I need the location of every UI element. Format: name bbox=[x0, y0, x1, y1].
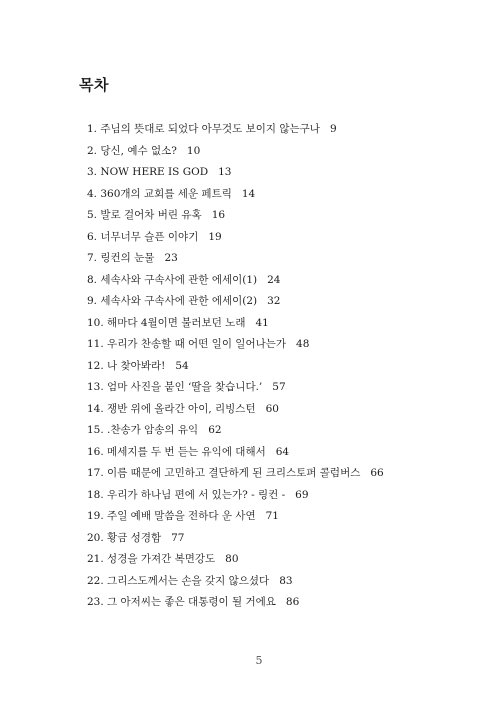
entry-number: 6. bbox=[87, 230, 98, 243]
entry-number: 15. bbox=[87, 424, 104, 436]
entry-title: 해마다 4월이면 불러보던 노래 bbox=[107, 316, 246, 329]
toc-entry bbox=[87, 141, 487, 163]
toc-entry bbox=[87, 399, 487, 421]
entry-number: 5. bbox=[87, 209, 98, 221]
entry-title: .찬송가 암송의 유익 bbox=[107, 424, 199, 436]
entry-title: 우리가 하나님 편에 서 있는가? - 링컨 - bbox=[107, 488, 286, 501]
entry-title: 우리가 찬송할 때 어떤 일이 일어나는가 bbox=[107, 338, 287, 350]
toc-entry bbox=[87, 248, 487, 270]
entry-title: 쟁반 위에 올라간 아이, 리빙스턴 bbox=[107, 402, 256, 415]
entry-number: 8. bbox=[87, 273, 98, 286]
entry-number: 7. bbox=[87, 252, 98, 264]
entry-title: 나 찾아봐라! bbox=[107, 359, 166, 372]
entry-page: 41 bbox=[255, 316, 269, 329]
entry-number: 2. bbox=[87, 144, 98, 157]
toc-entry bbox=[87, 270, 487, 292]
entry-page: 23 bbox=[164, 252, 178, 264]
entry-title: 그 아저씨는 좋은 대통령이 될 거에요 bbox=[107, 596, 276, 608]
entry-page: 77 bbox=[171, 531, 185, 544]
entry-page: 13 bbox=[218, 166, 232, 178]
entry-number: 10. bbox=[87, 316, 104, 329]
toc-entry bbox=[87, 291, 487, 313]
entry-number: 1. bbox=[87, 123, 98, 135]
entry-number: 20. bbox=[87, 531, 104, 544]
entry-title: 주님의 뜻대로 되었다 아무것도 보이지 않는구나 bbox=[100, 123, 320, 135]
entry-title: 메세지를 두 번 듣는 유익에 대해서 bbox=[107, 445, 266, 458]
entry-number: 22. bbox=[87, 574, 104, 587]
entry-title: 이름 때문에 고민하고 결단하게 된 크리스토퍼 콜럼버스 bbox=[107, 467, 361, 479]
entry-page: 48 bbox=[296, 338, 310, 350]
toc-heading: 목차 bbox=[79, 76, 109, 94]
entry-page: 54 bbox=[175, 359, 189, 372]
entry-page: 62 bbox=[208, 424, 222, 436]
toc-entry bbox=[87, 506, 487, 528]
entry-number: 16. bbox=[87, 445, 104, 458]
entry-number: 14. bbox=[87, 402, 104, 415]
entry-page: 71 bbox=[265, 510, 279, 522]
toc-entry bbox=[87, 356, 487, 378]
entry-number: 21. bbox=[87, 553, 104, 565]
entry-number: 19. bbox=[87, 510, 104, 522]
toc-entry bbox=[87, 313, 487, 335]
entry-page: 10 bbox=[186, 144, 201, 157]
entry-page: 80 bbox=[225, 553, 239, 565]
entry-title: 그리스도께서는 손을 갖지 않으셨다 bbox=[107, 574, 270, 587]
entry-title: 당신, 예수 없소? bbox=[100, 144, 177, 157]
entry-title: 황금 성경함 bbox=[107, 531, 162, 544]
toc-entry bbox=[87, 184, 487, 206]
entry-number: 11. bbox=[87, 338, 104, 350]
entry-title: 주일 예배 말씀을 전하다 운 사연 bbox=[107, 510, 256, 522]
entry-number: 9. bbox=[87, 295, 98, 307]
entry-number: 12. bbox=[87, 359, 104, 372]
entry-title: 360개의 교회를 세운 페트릭 bbox=[100, 187, 232, 200]
entry-page: 19 bbox=[208, 230, 222, 243]
entry-number: 17. bbox=[87, 467, 104, 479]
entry-page: 69 bbox=[295, 488, 309, 501]
toc-entry bbox=[87, 549, 487, 571]
entry-title: 성경을 가져간 복면강도 bbox=[107, 553, 216, 565]
toc-entry bbox=[87, 485, 487, 507]
toc-entry bbox=[87, 377, 487, 399]
entry-title: 발로 걸어차 버린 유혹 bbox=[100, 209, 202, 221]
entry-title: 링컨의 눈물 bbox=[100, 252, 155, 264]
entry-page: 14 bbox=[241, 187, 256, 200]
entry-page: 24 bbox=[267, 273, 281, 286]
entry-number: 13. bbox=[87, 381, 104, 393]
entry-page: 16 bbox=[211, 209, 226, 221]
entry-title: 세속사와 구속사에 관한 에세이(1) bbox=[100, 273, 258, 286]
toc-entry bbox=[87, 205, 487, 227]
entry-title: NOW HERE IS GOD bbox=[100, 166, 209, 178]
toc-entry bbox=[87, 119, 487, 141]
toc-entry bbox=[87, 592, 487, 614]
page-number: 5 bbox=[255, 654, 263, 667]
entry-number: 3. bbox=[87, 166, 98, 178]
entry-number: 23. bbox=[87, 596, 104, 608]
entry-title: 세속사와 구속사에 관한 에세이(2) bbox=[100, 295, 258, 307]
toc-entry bbox=[87, 571, 487, 593]
toc-entry bbox=[87, 334, 487, 356]
entry-page: 32 bbox=[267, 295, 281, 307]
toc-entry bbox=[87, 442, 487, 464]
entry-number: 18. bbox=[87, 488, 104, 501]
entry-page: 86 bbox=[285, 596, 300, 608]
entry-page: 60 bbox=[265, 402, 279, 415]
entry-page: 9 bbox=[329, 123, 337, 135]
toc-entry bbox=[87, 227, 487, 249]
entry-title: 너무너무 슬픈 이야기 bbox=[100, 230, 199, 243]
toc-entry bbox=[87, 162, 487, 184]
toc-entry bbox=[87, 528, 487, 550]
toc-list bbox=[87, 119, 487, 614]
toc-entry bbox=[87, 420, 487, 442]
entry-page: 83 bbox=[279, 574, 293, 587]
toc-entry bbox=[87, 463, 487, 485]
entry-title: 엄마 사진을 붙인 ‘딸을 찾습니다.’ bbox=[107, 381, 263, 393]
entry-page: 66 bbox=[370, 467, 384, 479]
entry-page: 64 bbox=[275, 445, 290, 458]
entry-page: 57 bbox=[272, 381, 286, 393]
entry-number: 4. bbox=[87, 187, 98, 200]
